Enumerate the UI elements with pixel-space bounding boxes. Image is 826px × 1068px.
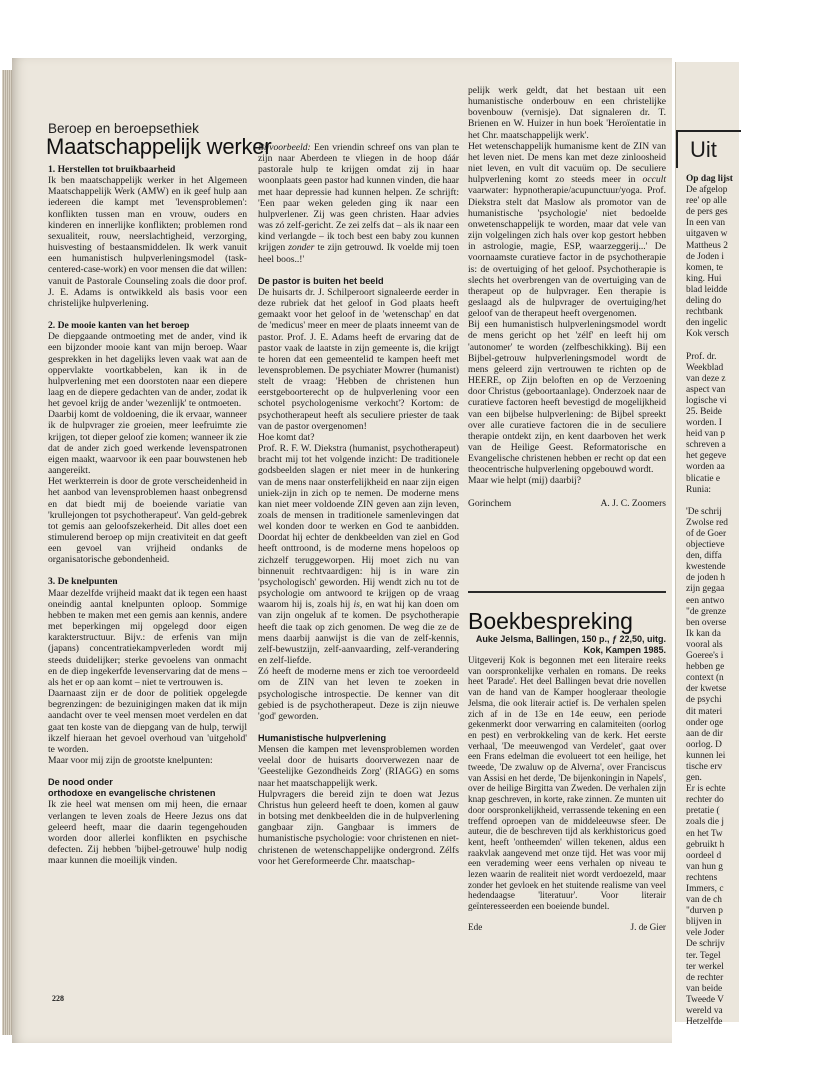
reviewer-name: J. de Gier (630, 921, 666, 932)
adjacent-line: "de grenze (686, 606, 726, 617)
adjacent-line: 25. Beide (686, 406, 722, 417)
section-divider (468, 591, 666, 593)
adjacent-line: Op dag lijst (686, 174, 733, 184)
adjacent-line: pretatie ( (686, 806, 720, 817)
adjacent-line: ben overse (686, 617, 727, 628)
paragraph: Hulpvragers die bereid zijn te doen wat Jezus Christus hun geleerd heeft te doen, komen al gauw in botsing met denkbeelden die in de hulpverlening gangbaar zijn. Gangbaar is immers de humanistische psychologie: voor christenen en niet-christenen de wetenschappelijke ondergrond. Zélfs voor het Gereformeerde Chr. maatschap- (258, 788, 459, 867)
adjacent-line: zoals die j (686, 817, 725, 828)
adjacent-line: Immers, c (686, 884, 724, 894)
adjacent-line: de joden h (686, 573, 726, 584)
paragraph: Bij een humanistisch hulpverleningsmodel wordt de mens gericht op het 'zélf' en leeft hij om 'autonomer' te worden (zelfbeschikking). Bij een Bijbel-getrouw hulpverleningsmodel wordt de mens geleerd zijn vertrouwen te richten op de HEERE, op Zijn beloften en op de Verzoening door Christus (geboortaanlage). Onderzoek naar de curatieve factoren heeft bevestigd de mogelijkheid van een bijbelse hulpverlening: de Bijbel spreekt over alle curatieve factoren die in de seculiere therapie ontdekt zijn, en kent daarboven het werk van de Heilige Geest. Reformatorische en Evangelische christenen hebben er recht op dat een theocentrische hulpverlening opgebouwd wordt. (468, 319, 666, 476)
reviewer-signature (468, 922, 666, 933)
paragraph: Daarnaast zijn er de door de politiek opgelegde begrenzingen: de bezuinigingen maken dat ik mijn aandacht over te veel mensen moet verdelen en dat gaat ten koste van de diepgang van de hulp, terwijl ikzelf hieraan het gevoel overhoud van 'uitgehold' te worden. (48, 688, 247, 755)
adjacent-line: Er is echte (686, 784, 726, 795)
paragraph: Ik ben maatschappelijk werker in het Algemeen Maatschappelijk Werk (AMW) en ik geef hulp aan iedereen die kampt met 'levensproblemen': konflikten tussen man en vrouw, ouders en kinderen en innerlijke konflikten; problemen rond sexualiteit, rouw, neerslachtigheid, verzorging, huisvesting of bestaansmiddelen. Ik werk vanuit een humanistisch hulpverleningsmodel (task-centered-case-work) en voor mensen die dat willen: vanuit de Pastorale Counseling zoals die door prof. J. E. Adams is ontwikkeld als basis voor een christelijke hulpverlening. (48, 175, 247, 309)
paragraph: Maar voor mij zijn de grootste knelpunten: (48, 754, 213, 766)
adjacent-line: zijn gegaa (686, 584, 725, 595)
adjacent-line: de Joden i (686, 251, 725, 262)
adjacent-line: wereld va (686, 1006, 723, 1017)
adjacent-line: ter werkel (686, 961, 724, 972)
adjacent-line: 'De schrij (686, 506, 722, 517)
adjacent-line: de psychi (686, 695, 722, 706)
adjacent-line: oordeel d (686, 850, 722, 861)
adjacent-line: Prof. dr. (686, 351, 717, 362)
adjacent-line: ter. Tegel (686, 950, 721, 961)
subheading-pastor: De pastor is buiten het beeld (258, 275, 384, 286)
section-kicker: Beroep en beroepsethiek (48, 121, 199, 136)
adjacent-text (686, 174, 826, 1028)
page-number: 228 (52, 994, 64, 1003)
author-place: Gorinchem (468, 497, 512, 509)
adjacent-line: objectieve (686, 540, 725, 551)
article-column-2 (258, 142, 459, 867)
adjacent-line: aspect van (686, 384, 726, 395)
paragraph: Mensen die kampen met levensproblemen worden veelal door de huisarts doorverwezen naar de 'Geestelijke Gezondheids Zorg' (RIAGG) en soms naar het maatschappelijk werk. (258, 744, 459, 789)
adjacent-line: en het Tw (686, 828, 723, 839)
author-name: A. J. C. Zoomers (600, 497, 666, 509)
heading-mooie-kanten: 2. De mooie kanten van het beroep (48, 320, 190, 332)
adjacent-line: hebben ge (686, 662, 725, 673)
adjacent-line: logische vi (686, 395, 727, 406)
adjacent-line: vele Joder (686, 928, 725, 939)
adjacent-line: In een van (686, 218, 726, 229)
heading-knelpunten: 3. De knelpunten (48, 576, 118, 588)
adjacent-line: deling do (686, 296, 722, 307)
adjacent-line: Mattheus 2 (686, 240, 728, 251)
adjacent-line: aan de dir (686, 728, 723, 739)
adjacent-line (686, 340, 826, 351)
adjacent-line: gebruikt h (686, 839, 725, 850)
adjacent-line: rechter do (686, 795, 724, 806)
adjacent-line: van hun g (686, 861, 723, 872)
adjacent-line: blicatie e (686, 473, 721, 484)
subheading-christenen: orthodoxe en evangelische christenen (48, 788, 216, 799)
adjacent-line: king. Hui (686, 273, 722, 284)
paragraph: Maar wie helpt (mij) daarbij? (468, 475, 581, 487)
book-review-body: Uitgeverij Kok is begonnen met een literaire reeks van oorspronkelijke verhalen en romans. De reeks heet 'Parade'. Het deel Ballingen bevat drie novellen van de hand van de Kamper hoogleraar theologie Jelsma, die ook literair actief is. De verhalen spelen zich af in de 13e en 14e eeuw, een periode gekenmerkt door verwarring en calamiteiten (oorlog en pest) en verbrokkeling van de kerk. Het eerste verhaal, 'De meeuwengod van Verdelet', gaat over een Frans edelman die evolueert tot een heilige, het tweede, 'De zwaluw op de Alverna', over Franciscus van Assisi en het derde, 'De bijenkoningin in Napels', over de heilige Birgitta van Zweden. De verhalen zijn knap geschreven, in korte, rake zinnen. Ze munten uit door oorspronkelijkheid, verrassende tekening en een treffend oproepen van de middeleeuwse sfeer. De auteur, die de beschreven tijd als kerkhistoricus goed kent, heeft 'ontheemden' willen tekenen, aldus een raakvlak aangevend met onze tijd. Het was voor mij een verademing weer eens verhalen op niveau te lezen waarin de realiteit niet wordt verdoezeld, maar zonder het gevloek en het stuitende realisme van veel hedendaagse 'literatuur'. Voor literair geïnteresseerden een boeiende bundel. (468, 655, 666, 912)
adjacent-line: dit materi (686, 706, 723, 717)
adjacent-line: Kok versch (686, 329, 729, 340)
paragraph: Hoe komt dat? (258, 431, 315, 443)
adjacent-line: De afgelop (686, 185, 728, 196)
adjacent-line: een antwo (686, 595, 725, 606)
adjacent-line: het gegeve (686, 451, 727, 462)
adjacent-line: de rechter (686, 972, 724, 983)
adjacent-line: de pers ges (686, 207, 728, 218)
adjacent-line: Goeree's i (686, 651, 724, 662)
adjacent-line: van deze z (686, 373, 726, 384)
adjacent-line: Hetzelfde (686, 1017, 723, 1028)
adjacent-line: blijven in (686, 917, 722, 928)
subheading-humanistisch: Humanistische hulpverlening (258, 732, 387, 743)
paragraph: Het werkterrein is door de grote verscheidenheid in het aanbod van levensproblemen haast onbegrensd en dat biedt mij de boeiende variatie van 'krullejongen tot psychotherapeut'. Van geld-gebrek tot gemis aan geloofszekerheid. Dit alles doet een stimulerend beroep op mijn creativiteit en dat geeft een gevoel van vrijheid ondanks de organisatorische gebondenheid. (48, 476, 247, 566)
adjacent-line: kwestende (686, 562, 726, 573)
paragraph: De huisarts dr. J. Schilperoort signaleerde eerder in deze rubriek dat het geloof in God plaats heeft gemaakt voor het geloof in de 'wetenschap' en dat de 'medicus' meer en meer de plaats inneemt van de pastor. Prof. J. E. Adams heeft de ervaring dat de pastor vaak de laatste in zijn gemeente is, die krijgt te horen dat een gemeentelid te kampen heeft met levensproblemen. De psychiater Mowrer (humanist) stelt de vraag: 'Hebben de christenen hun eerstgeboorterecht op de hulpverlening voor een schotel psychologenisme verkocht'? Kortom: de psychotherapeut heeft als seculiere priester de taak van de pastor overgenomen! (258, 286, 459, 432)
adjacent-line: tische erv (686, 761, 723, 772)
book-citation: Auke Jelsma, Ballingen, 150 p., ƒ 22,50, uitg. Kok, Kampen 1985. (475, 634, 666, 655)
paragraph: Maar dezelfde vrijheid maakt dat ik tegen een haast oneindig aantal knelpunten oploop. Sommige hebben te maken met een gemis aan kennis, andere met beperkingen mij opgelegd door eigen karakterstructuur. Bijv.: de erfenis van mijn (japans) concentratiekampverleden wordt mij steeds duidelijker; sterke gevoelens van onmacht en de diep ingekerfde levenservaring dat de mens – als het er op aan komt – niet te vertrouwen is. (48, 587, 247, 688)
lead-bijvoorbeeld: Bijvoorbeeld: (258, 142, 311, 153)
adjacent-line: onder oge (686, 717, 724, 728)
adjacent-line: blad leidde (686, 284, 728, 295)
adjacent-line: den, diffa (686, 551, 722, 562)
paragraph: pelijk werk geldt, dat het bestaan uit een humanistische onderbouw en een christelijke bovenbouw (vernisje). Dat signaleren dr. T. Brienen en W. Huizer in hun boek 'Heroïentatie in het Chr. maatschappelijk werk'. (468, 85, 666, 141)
page-title: Maatschappelijk werker (46, 134, 272, 159)
reviewer-place: Ede (468, 921, 483, 932)
adjacent-title-box (676, 130, 741, 168)
adjacent-line: rechtbank (686, 307, 723, 318)
adjacent-title: Uit (690, 137, 717, 162)
adjacent-line: "durven p (686, 906, 723, 917)
adjacent-line: De schrijv (686, 939, 725, 950)
article-column-1 (48, 164, 247, 866)
adjacent-line: van de ch (686, 895, 722, 906)
adjacent-line: vooral als (686, 639, 723, 650)
adjacent-line: worden. I (686, 418, 722, 429)
adjacent-line: context (n (686, 673, 724, 684)
adjacent-line: Weekblad (686, 362, 724, 373)
adjacent-line: van beide (686, 983, 723, 994)
subheading-nood: De nood onder (48, 777, 113, 788)
book-review-title: Boekbespreking (468, 608, 633, 634)
adjacent-line: of de Goer (686, 529, 727, 539)
adjacent-line: Ik kan da (686, 628, 721, 639)
paragraph: Ik zie heel wat mensen om mij heen, die ernaar verlangen te leven zoals de Heere Jezus ons dat geleerd heeft, maar die daarin tegengehouden worden door allerlei konflikten en psychische defecten. Zij hebben 'bijbel-getrouwe' hulp nodig maar kunnen die moeilijk vinden. (48, 799, 247, 867)
author-signature (468, 498, 666, 509)
adjacent-line: der kwetse (686, 684, 727, 695)
paragraph: Prof. R. F. W. Diekstra (humanist, psychotherapeut) bracht mij tot het volgende inzicht: De traditionele godsbeelden slagen er niet meer in de hunkering van de mens naar onsterfelijkheid en naar zijn eigen uniek-zijn in zich op te nemen. De moderne mens kan niet meer voldoende ZIN geven aan zijn leven, zoals de mensen in traditionele samenlevingen dat wel konden door te werken en God te aanbidden. Doordat hij echter de denkbeelden van ziel en God heeft onttroond, is de moderne mens hopeloos op zichzelf teruggeworpen. Hij moet zich nu van binnenuit rechtvaardigen: hij is in ware zin 'psychologisch' geworden. Hij wendt zich nu tot de psychologie om antwoord te krijgen op de vraag waarom hij is, zoals hij is, en wat hij kan doen om van zijn ongeluk af te komen. De psychotherapie heeft die taak op zich genomen. De weg die ze de mens daarbij aanwijst is die van de zelf-kennis, zelf-bewustzijn, zelf-aanvaarding, zelf-verandering en zelf-liefde. (258, 443, 459, 667)
adjacent-line: Runia: (686, 484, 711, 495)
adjacent-line: gen. (686, 773, 702, 784)
paragraph: Zó heeft de moderne mens er zich toe veroordeeld om de ZIN van het leven te zoeken in psychologische introspectie. De kenner van dit gebied is de psychotherapeut. Deze is zijn nieuwe 'god' geworden. (258, 666, 459, 722)
adjacent-line: Tweede V (686, 994, 724, 1005)
adjacent-line: worden aa (686, 462, 725, 473)
book-review-column (468, 634, 666, 933)
article-column-3 (468, 85, 666, 509)
adjacent-line: oorlog. D (686, 739, 722, 750)
adjacent-line: den ingelic (686, 318, 728, 329)
adjacent-line (686, 496, 826, 507)
paragraph: De diepgaande ontmoeting met de ander, vind ik een bijzonder mooie kant van mijn beroep. Waar gesprekken in het dagelijks leven vaak wat aan de oppervlakte voortkabbelen, kan ik in de hulpverlening met een doorstoten naar een diepere laag en de diepere gedachten van de ander, zodat ik het gevoel krijg de ander 'wezenlijk' te ontmoeten. (48, 331, 247, 410)
adjacent-line: uitgaven w (686, 229, 728, 240)
adjacent-line: rechtens (686, 872, 718, 883)
adjacent-line: ree' op alle (686, 196, 727, 207)
paragraph: Bijvoorbeeld: Een vriendin schreef ons van plan te zijn naar Aberdeen te vliegen in de hoop dáár pastorale hulp te krijgen omdat zij in haar woonplaats geen pastor had kunnen vinden, die haar met haar depressie had kunnen helpen. Ze schrijft: 'Een paar weken geleden ging ik naar een hulpverlener. Zij was geen christen. Haar advies was zó zelf-gericht. Ze zei zelfs dat – als ik naar een kind verlangde – ik toch best een baby zou kunnen krijgen zonder te zijn getrouwd. Ik voelde mij toen heel boos..!' (258, 142, 460, 265)
adjacent-line: heid van p (686, 429, 726, 440)
adjacent-line: kunnen lei (686, 750, 726, 761)
adjacent-line: komen, te (686, 262, 723, 273)
adjacent-line: schreven a (686, 440, 726, 451)
heading-herstellen: 1. Herstellen tot bruikbaarheid (48, 164, 176, 175)
paragraph: Het wetenschappelijk humanisme kent de ZIN van het leven niet. De mens kan met deze zinloosheid niet leven, en vult dit vacuüm op. De seculiere hulpverlening komt zo steeds meer in occult vaarwater: hypnotherapie/acupunctuur/yoga. Prof. Diekstra stelt dat Maslow als promotor van de humanistische 'psychologie' niet bedoelde onwetenschappelijk te worden, maar dat vele van zijn volgelingen zich hals over kop gestort hebben in astrologie, magie, ESP, waarzeggerij...' De voornaamste curatieve factor in de psychotherapie is: de overtuiging of het geloof. Psychotherapie is slechts het overbrengen van de overtuiging van de therapeut op de hulpvrager. Een therapie is geslaagd als de hulpvrager de overtuiging/het geloof van de therapeut heeft overgenomen. (468, 140, 666, 320)
adjacent-line: Zwolse red (686, 517, 728, 528)
paragraph: Daarbij komt de voldoening, die ik ervaar, wanneer ik de hulpvrager zie groeien, meer leefruimte zie krijgen, tot dieper geloof zie komen; wanneer ik zie dat de ander zich goed werkende levenspatronen eigen maakt, waarvoor ik een paar bouwstenen heb aangereikt. (48, 409, 247, 477)
adjacent-page (675, 62, 739, 1028)
